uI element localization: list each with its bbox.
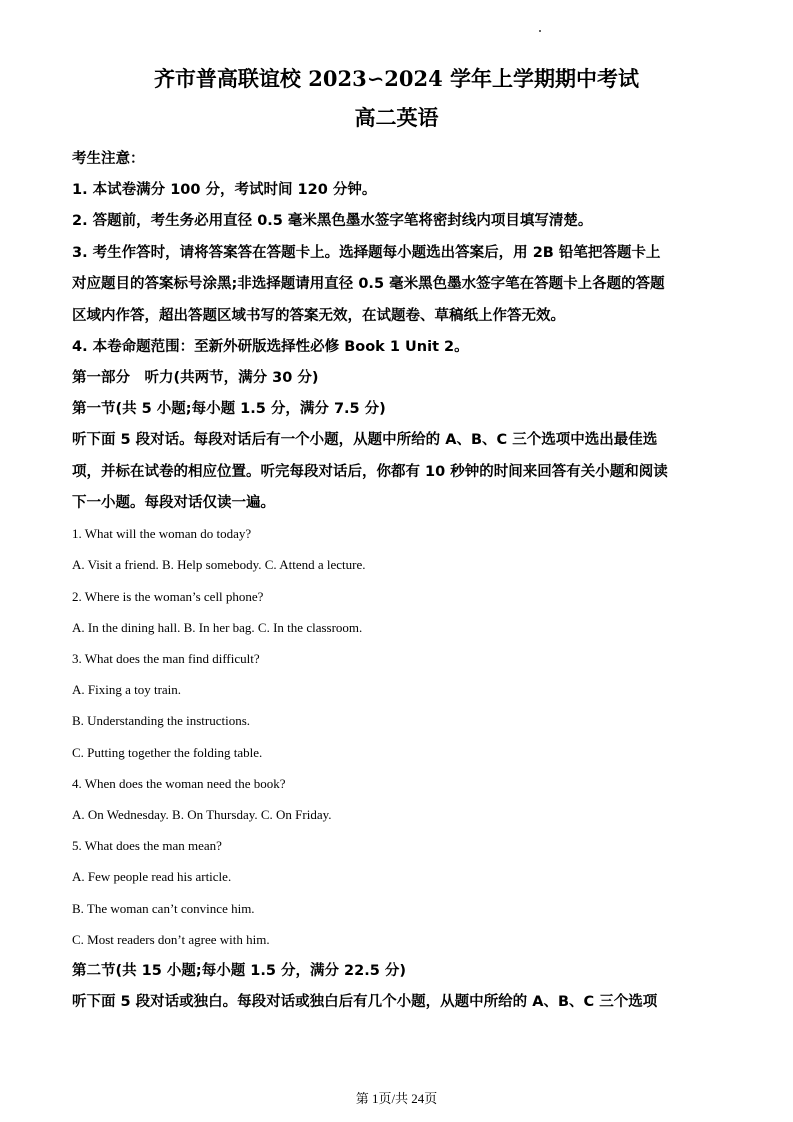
question-3-option-b: B. Understanding the instructions.: [72, 713, 251, 728]
notice-line: 4. 本卷命题范围：至新外研版选择性必修 Book 1 Unit 2。: [72, 339, 469, 355]
part1-heading: 第一部分 听力(共两节，满分 30 分): [72, 370, 319, 386]
top-dot: [539, 30, 541, 32]
notice-line: 1. 本试卷满分 100 分，考试时间 120 分钟。: [72, 182, 377, 198]
subject-title: 高二英语: [354, 105, 439, 130]
question-5: 5. What does the man mean?: [72, 838, 222, 853]
question-5-option-c: C. Most readers don’t agree with him.: [72, 932, 270, 947]
question-2: 2. Where is the woman’s cell phone?: [72, 589, 264, 604]
question-1: 1. What will the woman do today?: [72, 526, 252, 541]
question-2-options: A. In the dining hall. B. In her bag. C. In the classroom.: [72, 620, 363, 635]
section2-heading: 第二节(共 15 小题;每小题 1.5 分，满分 22.5 分): [72, 963, 406, 979]
section1-heading: 第一节(共 5 小题;每小题 1.5 分，满分 7.5 分): [72, 401, 386, 417]
section2-instruction: 听下面 5 段对话或独白。每段对话或独白后有几个小题，从题中所给的 A、B、C 三个选项: [72, 994, 658, 1010]
notice-line: 2. 答题前，考生务必用直径 0.5 毫米黑色墨水签字笔将密封线内项目填写清楚。: [72, 213, 593, 229]
question-1-options: A. Visit a friend. B. Help somebody. C. Attend a lecture.: [72, 557, 366, 572]
question-3-option-c: C. Putting together the folding table.: [72, 745, 263, 760]
section1-instruction: 项，并标在试卷的相应位置。听完每段对话后，你都有 10 秒钟的时间来回答有关小题和阅读: [72, 464, 668, 480]
section1-instruction: 下一小题。每段对话仅读一遍。: [72, 495, 275, 511]
question-3: 3. What does the man find difficult?: [72, 651, 260, 666]
exam-title: 齐市普高联谊校 2023∽2024 学年上学期期中考试: [153, 66, 640, 91]
notice-line: 3. 考生作答时，请将答案答在答题卡上。选择题每小题选出答案后，用 2B 铅笔把答题卡上: [72, 245, 661, 261]
notice-line: 区域内作答，超出答题区域书写的答案无效，在试题卷、草稿纸上作答无效。: [72, 308, 565, 324]
notice-heading: 考生注意：: [72, 151, 145, 167]
question-5-option-a: A. Few people read his article.: [72, 869, 232, 884]
notice-line: 对应题目的答案标号涂黑;非选择题请用直径 0.5 毫米黑色墨水签字笔在答题卡上各题的答题: [72, 276, 665, 292]
question-3-option-a: A. Fixing a toy train.: [72, 682, 182, 697]
question-4-options: A. On Wednesday. B. On Thursday. C. On Friday.: [72, 807, 332, 822]
section1-instruction: 听下面 5 段对话。每段对话后有一个小题，从题中所给的 A、B、C 三个选项中选出最佳选: [72, 432, 658, 448]
question-5-option-b: B. The woman can’t convince him.: [72, 901, 255, 916]
page-number: 第 1页/共 24页: [355, 1091, 438, 1106]
question-4: 4. When does the woman need the book?: [72, 776, 286, 791]
